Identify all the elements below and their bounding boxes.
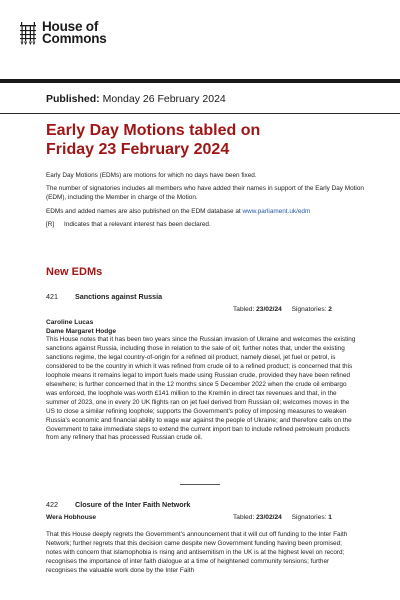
edm-number: 422 xyxy=(46,500,58,509)
logo-line-2: Commons xyxy=(42,31,107,46)
interest-flag-description: Indicates that a relevant interest has been declared. xyxy=(64,220,211,228)
tabled-date: 23/02/24 xyxy=(256,306,282,313)
edm-meta xyxy=(233,306,332,313)
header-rule xyxy=(0,113,400,114)
member-name: Wera Hobhouse xyxy=(46,514,97,521)
intro-notes xyxy=(46,171,366,233)
member-name: Caroline Lucas xyxy=(46,319,94,326)
edm-meta xyxy=(233,514,332,521)
logo-wordmark xyxy=(42,21,107,45)
member-name: Dame Margaret Hodge xyxy=(46,327,116,335)
edm-divider xyxy=(180,484,220,485)
house-of-commons-logo xyxy=(18,21,107,45)
section-heading: New EDMs xyxy=(46,266,103,278)
signatories-count: 2 xyxy=(328,306,332,313)
edm-title: Closure of the Inter Faith Network xyxy=(75,500,191,509)
page-title-line-2: Friday 23 February 2024 xyxy=(46,141,230,158)
tabled-label: Tabled: xyxy=(233,514,255,521)
published-date: Monday 26 February 2024 xyxy=(102,93,226,105)
intro-paragraph-3 xyxy=(46,207,366,216)
edm-text: This House notes that it has been two years since the Russian invasion of Ukraine and welcomes the existing sanctions against Russia, including those in relation to the sale of oil; further notes that, under the existing sanctions regime, the legal country-of-origin for a refined oil product, namely diesel, jet fuel or petrol, is considered to be the country in which it was refined from crude oil to a refined product; is concerned that this loophole means it remains legal to import fuels made using Russian crude, provided they have been refined elsewhere; is further concerned that in the 12 months since 5 December 2022 when the crude oil embargo was enforced, the loophole was worth £141 million to the Kremlin in direct tax revenues and that, in the summer of 2023, one in every 20 UK flights ran on jet fuel derived from Russian oil; welcomes moves in the US to close a similar refining loophole; supports the Government's policy of imposing measures to weaken Russia's economic and financial ability to wage war against the people of Ukraine; and therefore calls on the Government to take immediate steps to extend the current import ban to include refined petroleum products from any refinery that has processed Russian crude oil. xyxy=(46,336,356,442)
interest-flag: [R] xyxy=(46,220,55,228)
logo-line-1: House of xyxy=(42,19,99,34)
page-title xyxy=(46,121,366,159)
signatories-label: Signatories: xyxy=(291,514,327,521)
tabled-label: Tabled: xyxy=(233,306,255,313)
intro-paragraph-1: Early Day Motions (EDMs) are motions for which no days have been fixed. xyxy=(46,172,257,179)
edm-text: That this House deeply regrets the Government's announcement that it will cut off funding to the Inter Faith Network; further regrets that this decision came despite new Government funding having been promised; notes with concern that islamophobia is rising and antisemitism in the UK is at the highest level on record; recognises the importance of inter faith dialogue at a time of heightened community tensions; further recognises the valuable work done by the Inter Faith xyxy=(46,531,348,574)
portcullis-icon xyxy=(18,21,38,45)
page-title-line-1: Early Day Motions tabled on xyxy=(46,122,261,139)
signatories-label: Signatories: xyxy=(291,306,327,313)
published-line xyxy=(46,93,226,105)
intro-paragraph-4 xyxy=(46,220,366,229)
tabled-date: 23/02/24 xyxy=(256,514,282,521)
published-label: Published: xyxy=(46,93,100,105)
edm-members xyxy=(46,319,116,336)
intro-paragraph-3-text: EDMs and added names are also published on the EDM database at xyxy=(46,207,243,215)
edm-number: 421 xyxy=(46,292,58,301)
signatories-count: 1 xyxy=(328,514,332,521)
top-rule xyxy=(0,79,400,83)
edm-database-link[interactable]: www.parliament.uk/edm xyxy=(242,207,311,215)
edm-members xyxy=(46,514,96,523)
edm-title: Sanctions against Russia xyxy=(75,292,163,301)
intro-paragraph-2: The number of signatories includes all members who have added their names in support of the Early Day Motion (EDM), including the Member in charge of the Motion. xyxy=(46,185,364,202)
